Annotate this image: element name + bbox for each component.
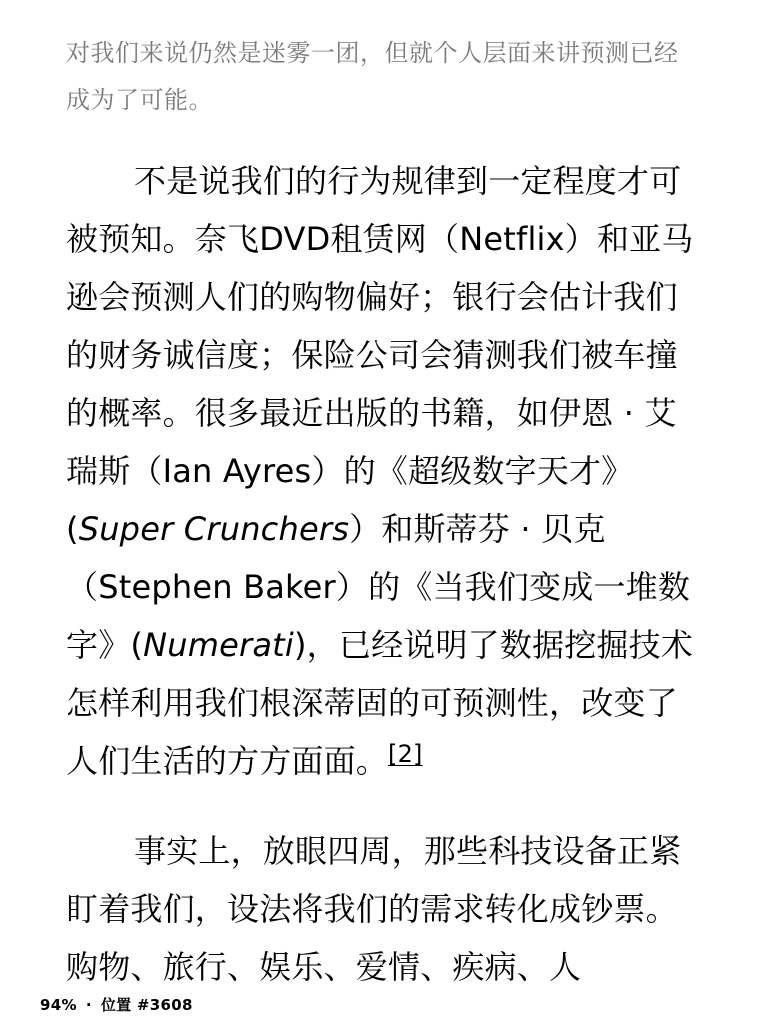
- paragraph-1: [66, 152, 696, 790]
- progress-percent: 94%: [40, 996, 77, 1014]
- paragraph-1-text-a: 不是说我们的行为规律到一定程度才可被预知。奈飞DVD租赁网（Netflix）和亚马逊会预测人们的购物偏好；银行会估计我们的财务诚信度；保险公司会猜测我们被车撞的概率。很多最近出版的书籍，如伊恩 · 艾瑞斯（Ian Ayres）的《超级数字天才》(: [66, 162, 694, 548]
- status-separator: ·: [85, 996, 92, 1014]
- paragraph-1-text-c: )，已经说明了数据挖掘技术怎样利用我们根深蒂固的可预测性，改变了人们生活的方方面面。: [66, 626, 694, 780]
- paragraph-2: 事实上，放眼四周，那些科技设备正紧盯着我们，设法将我们的需求转化成钞票。购物、旅行、娱乐、爱情、疾病、人: [66, 832, 682, 986]
- book-title-super-crunchers: Super Crunchers: [78, 510, 350, 548]
- book-title-numerati: Numerati: [143, 626, 294, 664]
- footnote-link[interactable]: [2]: [388, 740, 423, 768]
- location-indicator: 位置 #3608: [100, 996, 193, 1014]
- faded-paragraph: 对我们来说仍然是迷雾一团，但就个人层面来讲预测已经成为了可能。: [66, 39, 679, 114]
- paragraph-1-text-b: ）和斯蒂芬 · 贝克（Stephen Baker）的《当我们变成一堆数字》(: [66, 510, 691, 664]
- page-content: [66, 30, 696, 996]
- reading-progress-status: [40, 994, 193, 1015]
